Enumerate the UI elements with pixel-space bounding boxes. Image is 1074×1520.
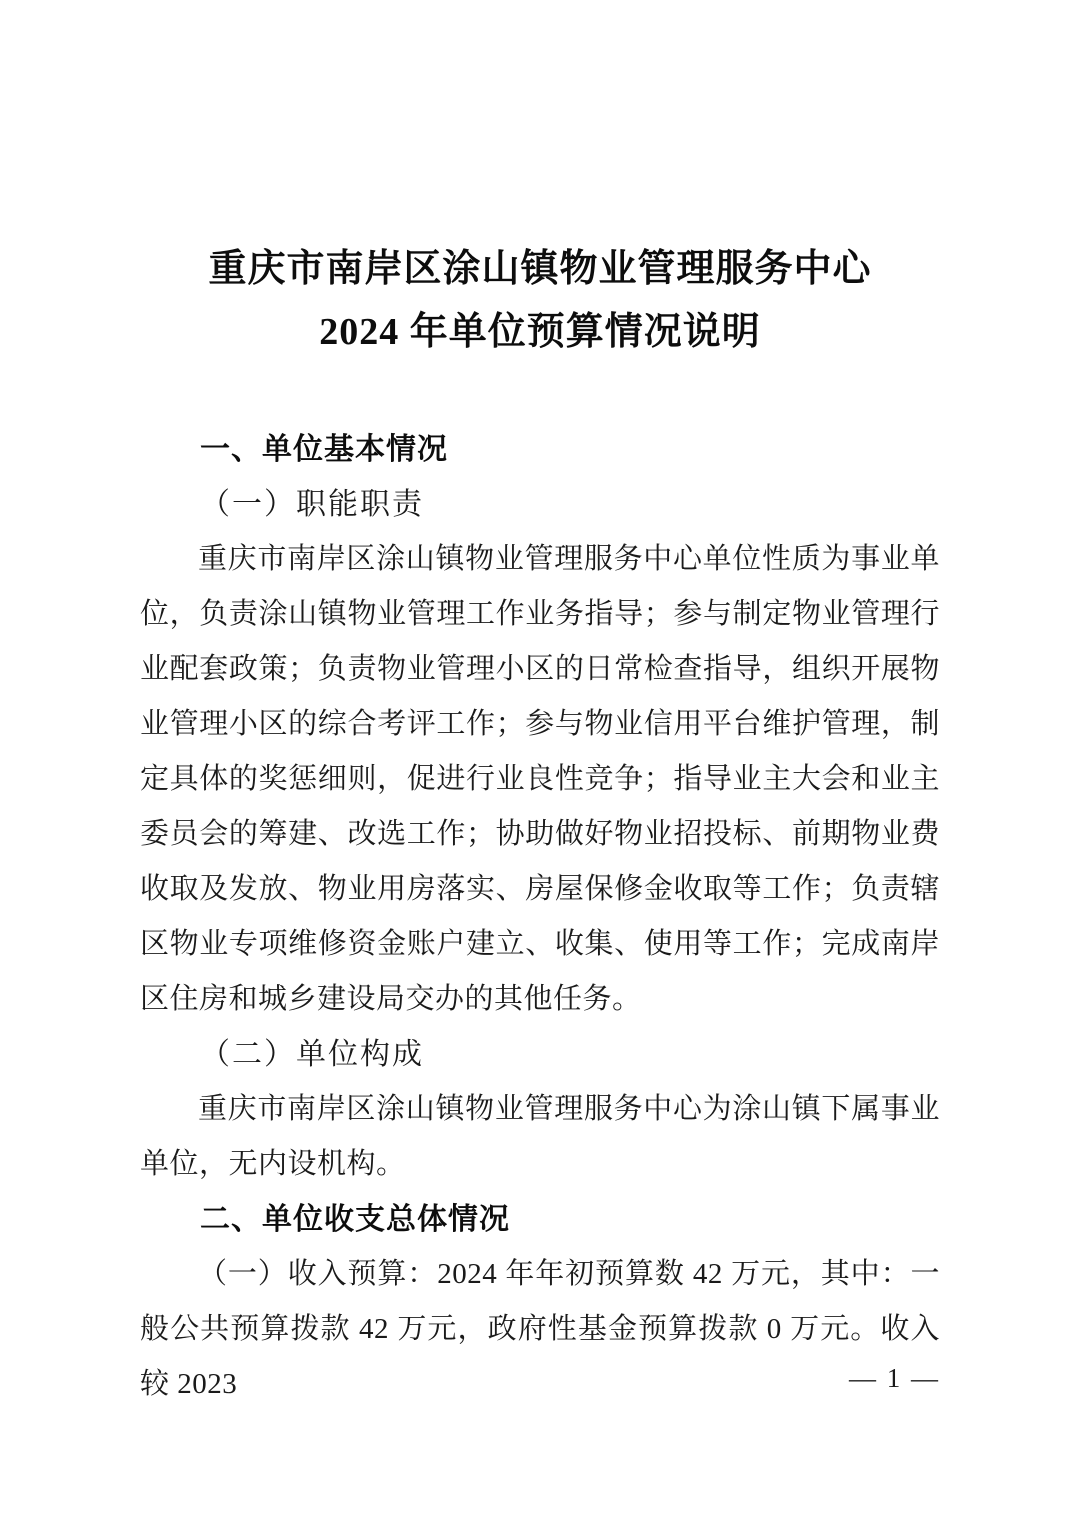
page-number: — 1 — [849,1363,940,1393]
document-title-line2: 2024 年单位预算情况说明 [319,311,761,353]
document-title-line1: 重庆市南岸区涂山镇物业管理服务中心 [208,248,872,290]
section1-sub1-paragraph: 重庆市南岸区涂山镇物业管理服务中心单位性质为事业单位，负责涂山镇物业管理工作业务指导；参与制定物业管理行业配套政策；负责物业管理小区的日常检查指导，组织开展物业管理小区的综合考评工作；参与物业信用平台维护管理，制定具体的奖惩细则，促进行业良性竞争；指导业主大会和业主委员会的筹建、改选工作；协助做好物业招投标、前期物业费收取及发放、物业用房落实、房屋保修金收取等工作；负责辖区物业专项维修资金账户建立、收集、使用等工作；完成南岸区住房和城乡建设局交办的其他任务。 [140,543,940,1015]
document-title [140,238,940,364]
section1-sub2-paragraph: 重庆市南岸区涂山镇物业管理服务中心为涂山镇下属事业单位，无内设机构。 [140,1093,940,1180]
section1-heading: 一、单位基本情况 [200,433,448,466]
section2-heading: 二、单位收支总体情况 [200,1203,510,1236]
title-spacer [140,364,940,422]
section2-paragraph1: （一）收入预算：2024 年年初预算数 42 万元，其中：一般公共预算拨款 42 万元，政府性基金预算拨款 0 万元。收入较 2023 [140,1258,940,1400]
section1-sub2-heading: （二）单位构成 [200,1038,424,1071]
section1-sub1-heading: （一）职能职责 [200,488,424,521]
document-content [140,238,940,1412]
